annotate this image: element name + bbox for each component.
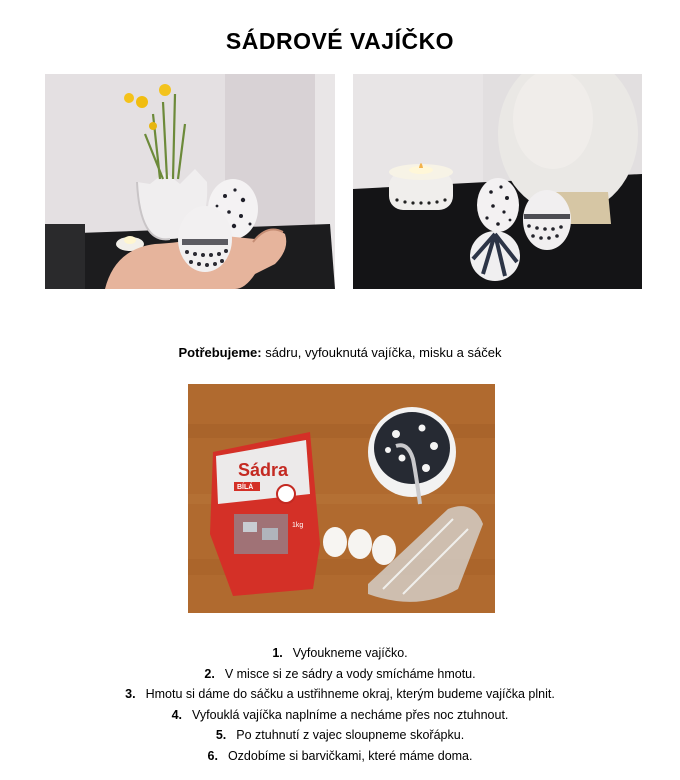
step-text: Hmotu si dáme do sáčku a ustřihneme okraj, kterým budeme vajíčka plnit.: [145, 687, 555, 702]
package-brand: Sádra: [238, 460, 289, 480]
photo-supplies: [188, 384, 495, 613]
step-item: [0, 643, 680, 664]
step-item: [0, 746, 680, 767]
supplies-text: sádru, vyfouknutá vajíčka, misku a sáček: [261, 345, 502, 360]
package-color: BÍLÁ: [237, 484, 254, 491]
step-number: 4.: [171, 707, 183, 722]
step-item: [0, 725, 680, 746]
step-number: 1.: [272, 646, 283, 660]
step-number: 6.: [207, 748, 218, 763]
step-item: [0, 684, 680, 705]
package-weight: 1kg: [292, 522, 304, 529]
step-text: Vyfoukneme vajíčko.: [292, 646, 408, 660]
page-title: SÁDROVÉ VAJÍČKO: [225, 28, 455, 54]
step-text: Po ztuhnutí z vajec sloupneme skořápku.: [236, 728, 465, 743]
step-number: 2.: [204, 666, 215, 681]
supplies-line: [0, 345, 680, 360]
photo-eggs-candle: [353, 74, 642, 289]
step-item: [0, 664, 680, 685]
step-text: V misce si ze sádry a vody smícháme hmotu.: [224, 666, 476, 681]
supplies-label: Potřebujeme:: [178, 345, 262, 360]
photo-eggs-daffodils: [45, 74, 335, 289]
step-text: Vyfouklá vajíčka naplníme a necháme přes noc ztuhnout.: [192, 707, 509, 722]
step-number: 3.: [125, 687, 136, 702]
step-number: 5.: [215, 728, 227, 743]
step-item: [0, 705, 680, 726]
instruction-steps: [0, 643, 680, 767]
step-text: Ozdobíme si barvičkami, které máme doma.: [227, 748, 473, 763]
